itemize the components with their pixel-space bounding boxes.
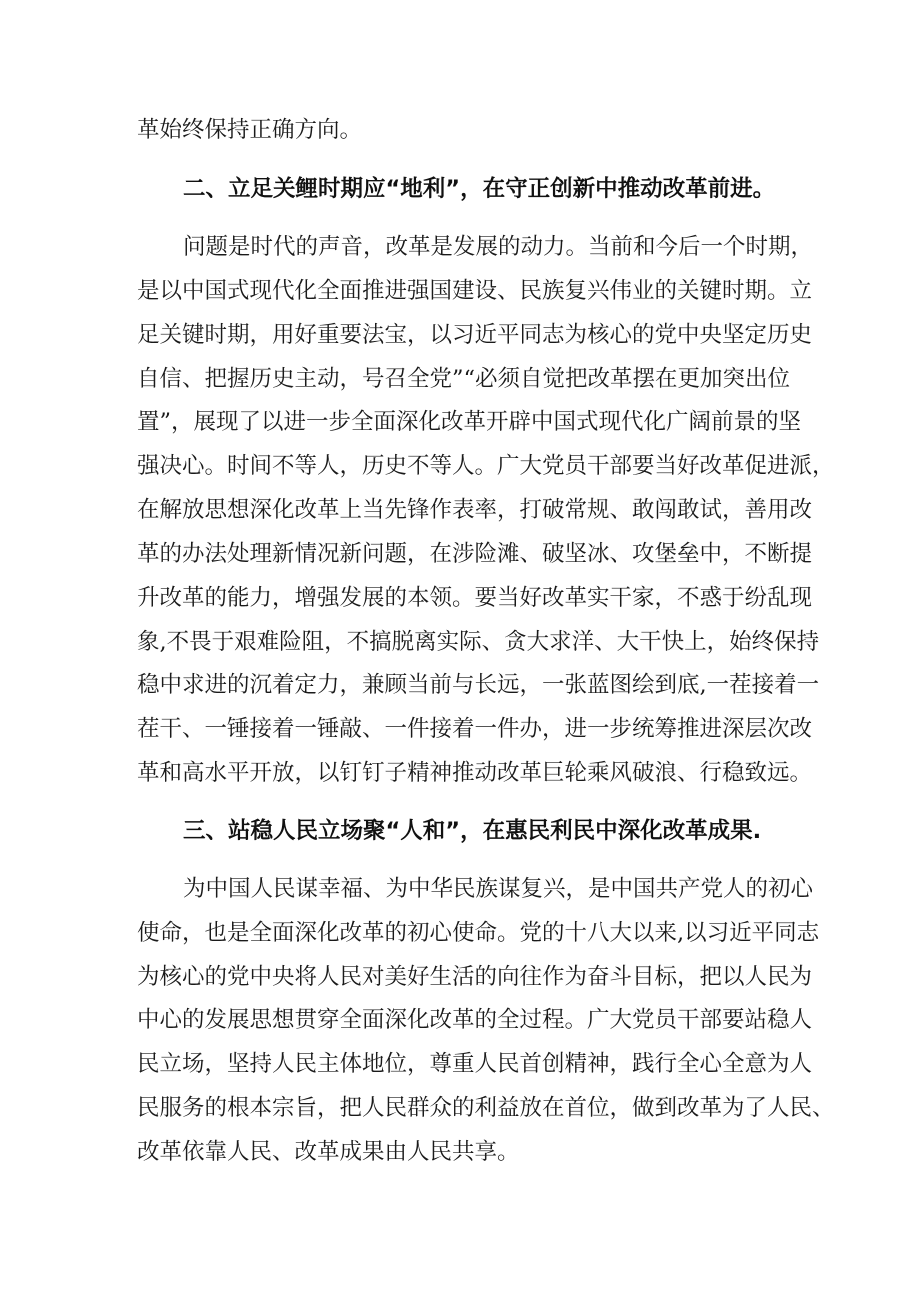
text-line: 在解放思想深化改革上当先锋作表率，打破常规、敢闯敢试，善用改 — [137, 497, 813, 523]
text-line: 革始终保持正确方向。 — [137, 117, 363, 143]
text-line: 是以中国式现代化全面推进强国建设、民族复兴伟业的关键时期。立 — [137, 278, 813, 304]
text-line: 革和高水平开放，以钉钉子精神推动改革巨轮乘风破浪、行稳致远。 — [137, 760, 813, 786]
text-line: 民服务的根本宗旨，把人民群众的利益放在首位，做到改革为了人民、 — [137, 1095, 835, 1121]
text-line: 稳中求进的沉着定力，兼顾当前与长远，一张蓝图绘到底,一茬接着一 — [137, 672, 820, 698]
section-heading-3: 三、站稳人民立场聚“人和”，在惠民利民中深化改革成果. — [183, 818, 762, 844]
text-line: 为中国人民谋幸福、为中华民族谋复兴，是中国共产党人的初心 — [183, 876, 814, 902]
section-heading-2: 二、立足关鲤时期应“地利”，在守正创新中推动改革前进。 — [183, 176, 776, 202]
text-line: 置”，展现了以进一步全面深化改革开辟中国式现代化广阔前景的坚 — [137, 409, 802, 435]
text-line: 足关键时期，用好重要法宝，以习近平同志为核心的党中央坚定历史 — [137, 322, 813, 348]
text-line: 茬干、一锤接着一锤敲、一件接着一件办，进一步统筹推进深层次改 — [137, 716, 813, 742]
text-line: 象,不畏于艰难险阻，不搞脱离实际、贪大求洋、大干快上，始终保持 — [137, 629, 820, 655]
text-line: 为核心的党中央将人民对美好生活的向往作为奋斗目标，把以人民为 — [137, 964, 813, 990]
text-line: 中心的发展思想贯穿全面深化改革的全过程。广大党员干部要站稳人 — [137, 1007, 813, 1033]
text-line: 改革依靠人民、改革成果由人民共享。 — [137, 1139, 520, 1165]
text-line: 问题是时代的声音，改革是发展的动力。当前和今后一个时期， — [183, 234, 814, 260]
text-line: 革的办法处理新情况新问题，在涉险滩、破坚冰、攻堡垒中，不断提 — [137, 541, 813, 567]
text-line: 自信、把握历史主动，号召全党”“必须自觉把改革摆在更加突出位 — [137, 366, 791, 392]
text-line: 升改革的能力，增强发展的本领。要当好改革实干家，不惑于纷乱现 — [137, 585, 813, 611]
text-line: 使命，也是全面深化改革的初心使命。党的十八大以来,以习近平同志 — [137, 920, 820, 946]
text-line: 民立场，坚持人民主体地位，尊重人民首创精神，践行全心全意为人 — [137, 1051, 813, 1077]
text-line: 强决心。时间不等人，历史不等人。广大党员干部要当好改革促进派， — [137, 453, 835, 479]
